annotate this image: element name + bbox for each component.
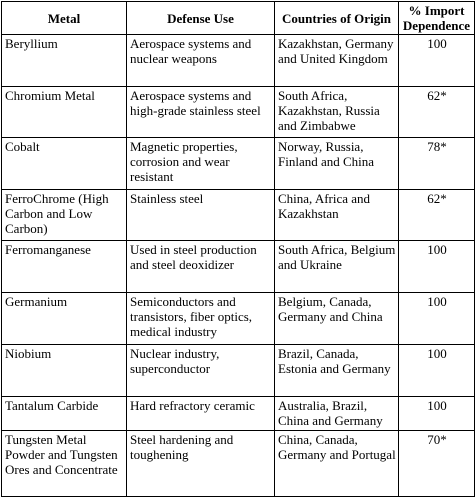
table-row bbox=[2, 241, 475, 293]
cell-defense-use: Steel hardening and toughening bbox=[127, 431, 275, 497]
cell-dependence: 70* bbox=[399, 431, 475, 497]
cell-dependence: 62* bbox=[399, 190, 475, 241]
table-row bbox=[2, 87, 475, 138]
header-row bbox=[2, 2, 475, 35]
cell-defense-use: Semiconductors and transistors, fiber optics, medical industry bbox=[127, 293, 275, 345]
cell-metal: Tungsten Metal Powder and Tungsten Ores and Concentrate bbox=[2, 431, 127, 497]
cell-countries: South Africa, Belgium and Ukraine bbox=[275, 241, 399, 293]
cell-defense-use: Hard refractory ceramic bbox=[127, 397, 275, 431]
cell-countries: Australia, Brazil, China and Germany bbox=[275, 397, 399, 431]
cell-countries: Belgium, Canada, Germany and China bbox=[275, 293, 399, 345]
cell-countries: China, Africa and Kazakhstan bbox=[275, 190, 399, 241]
cell-dependence: 62* bbox=[399, 87, 475, 138]
cell-dependence: 100 bbox=[399, 35, 475, 87]
cell-dependence: 100 bbox=[399, 397, 475, 431]
cell-countries: China, Canada, Germany and Portugal bbox=[275, 431, 399, 497]
cell-metal: Ferromanganese bbox=[2, 241, 127, 293]
cell-countries: Brazil, Canada, Estonia and Germany bbox=[275, 345, 399, 397]
table-row bbox=[2, 138, 475, 190]
cell-dependence: 100 bbox=[399, 241, 475, 293]
table-row bbox=[2, 293, 475, 345]
cell-defense-use: Nuclear industry, superconductor bbox=[127, 345, 275, 397]
cell-defense-use: Aerospace systems and high-grade stainless steel bbox=[127, 87, 275, 138]
header-defense-use: Defense Use bbox=[127, 2, 275, 35]
cell-countries: Norway, Russia, Finland and China bbox=[275, 138, 399, 190]
header-countries-of-origin: Countries of Origin bbox=[275, 2, 399, 35]
table-row bbox=[2, 431, 475, 497]
table-row bbox=[2, 35, 475, 87]
header-import-dependence: % Import Dependence bbox=[399, 2, 475, 35]
cell-metal: Niobium bbox=[2, 345, 127, 397]
cell-defense-use: Magnetic properties, corrosion and wear resistant bbox=[127, 138, 275, 190]
cell-metal: FerroChrome (High Carbon and Low Carbon) bbox=[2, 190, 127, 241]
cell-defense-use: Stainless steel bbox=[127, 190, 275, 241]
cell-countries: South Africa, Kazakhstan, Russia and Zimbabwe bbox=[275, 87, 399, 138]
cell-metal: Chromium Metal bbox=[2, 87, 127, 138]
cell-defense-use: Aerospace systems and nuclear weapons bbox=[127, 35, 275, 87]
cell-metal: Cobalt bbox=[2, 138, 127, 190]
header-metal: Metal bbox=[2, 2, 127, 35]
cell-defense-use: Used in steel production and steel deoxidizer bbox=[127, 241, 275, 293]
cell-dependence: 100 bbox=[399, 293, 475, 345]
table-row bbox=[2, 190, 475, 241]
cell-metal: Germanium bbox=[2, 293, 127, 345]
cell-countries: Kazakhstan, Germany and United Kingdom bbox=[275, 35, 399, 87]
table-header bbox=[2, 2, 475, 35]
import-dependence-table bbox=[1, 1, 475, 497]
cell-dependence: 100 bbox=[399, 345, 475, 397]
cell-metal: Tantalum Carbide bbox=[2, 397, 127, 431]
table-body bbox=[2, 35, 475, 497]
cell-dependence: 78* bbox=[399, 138, 475, 190]
table-row bbox=[2, 345, 475, 397]
cell-metal: Beryllium bbox=[2, 35, 127, 87]
table-row bbox=[2, 397, 475, 431]
